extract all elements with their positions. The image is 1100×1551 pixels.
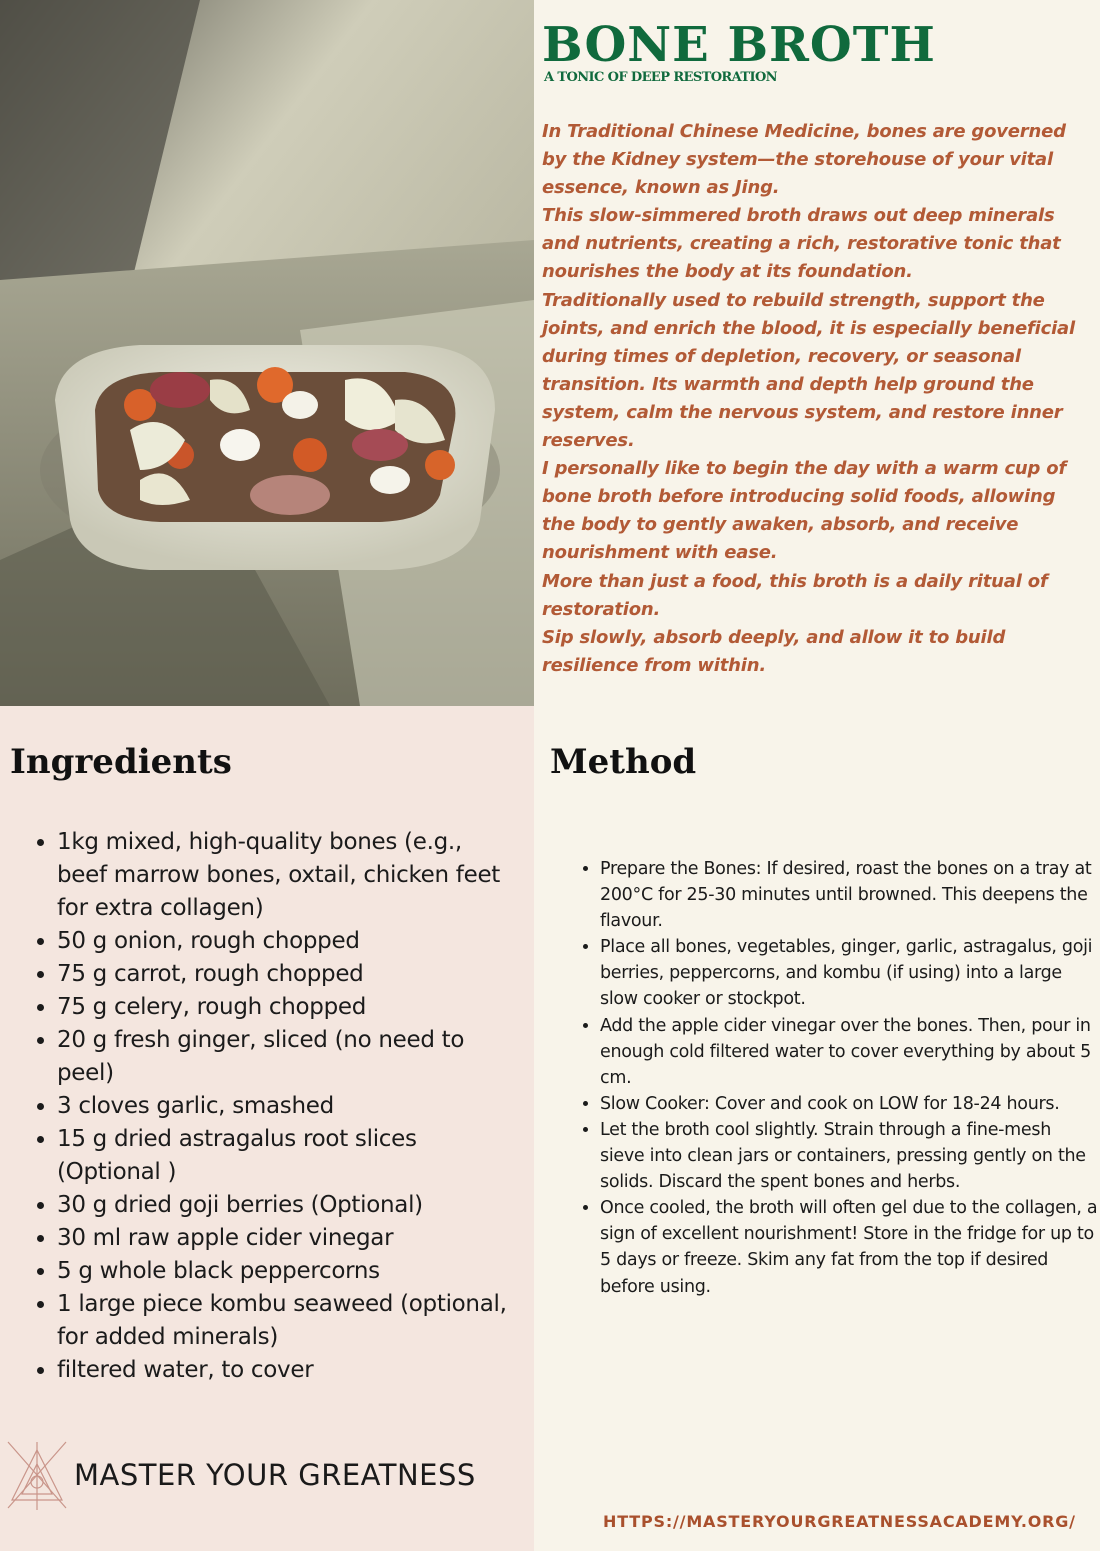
brand-name: MASTER YOUR GREATNESS: [74, 1458, 476, 1492]
method-list: [575, 856, 1100, 1300]
website-url[interactable]: HTTPS://MASTERYOURGREATNESSACADEMY.ORG/: [603, 1512, 1076, 1531]
ingredient-item: • 3 cloves garlic, smashed: [57, 1090, 517, 1123]
ingredient-item: • filtered water, to cover: [57, 1354, 517, 1387]
ingredient-item: • 15 g dried astragalus root slices (Optional ): [57, 1123, 517, 1189]
ingredient-item: • 75 g celery, rough chopped: [57, 991, 517, 1024]
method-step: • Once cooled, the broth will often gel due to the collagen, a sign of excellent nourishment! Store in the fridge for up to 5 days or freeze. Skim any fat from the top if desired before using.: [600, 1195, 1100, 1299]
method-step: • Place all bones, vegetables, ginger, garlic, astragalus, goji berries, peppercorns, and kombu (if using) into a large slow cooker or stockpot.: [600, 934, 1100, 1012]
ingredient-item: • 30 g dried goji berries (Optional): [57, 1189, 517, 1222]
method-heading: Method: [550, 742, 697, 782]
ingredient-item: • 50 g onion, rough chopped: [57, 925, 517, 958]
intro-text: [542, 118, 1082, 680]
method-step: • Prepare the Bones: If desired, roast the bones on a tray at 200°C for 25-30 minutes until browned. This deepens the flavour.: [600, 856, 1100, 934]
ingredient-item: • 30 ml raw apple cider vinegar: [57, 1222, 517, 1255]
intro-paragraph: This slow-simmered broth draws out deep minerals and nutrients, creating a rich, restorative tonic that nourishes the body at its foundation.: [542, 205, 1061, 283]
method-step: • Slow Cooker: Cover and cook on LOW for 18-24 hours.: [600, 1091, 1100, 1117]
method-step: • Add the apple cider vinegar over the bones. Then, pour in enough cold filtered water to cover everything by about 5 cm.: [600, 1013, 1100, 1091]
ingredient-item: • 1 large piece kombu seaweed (optional, for added minerals): [57, 1288, 517, 1354]
ingredient-item: • 5 g whole black peppercorns: [57, 1255, 517, 1288]
ingredient-item: • 75 g carrot, rough chopped: [57, 958, 517, 991]
intro-paragraph: Traditionally used to rebuild strength, support the joints, and enrich the blood, it is especially beneficial during times of depletion, recovery, or seasonal transition. Its warmth and depth help ground the system, calm the nervous system, and restore inner reserves.: [542, 289, 1075, 452]
intro-paragraph: Sip slowly, absorb deeply, and allow it to build resilience from within.: [542, 626, 1006, 676]
brand-logo-icon: [6, 1440, 68, 1512]
page-subtitle: A TONIC OF DEEP RESTORATION: [544, 70, 777, 85]
intro-paragraph: More than just a food, this broth is a daily ritual of restoration.: [542, 570, 1048, 620]
ingredients-heading: Ingredients: [10, 742, 232, 782]
ingredient-item: • 20 g fresh ginger, sliced (no need to peel): [57, 1024, 517, 1090]
method-step: • Let the broth cool slightly. Strain through a fine-mesh sieve into clean jars or containers, pressing gently on the solids. Discard the spent bones and herbs.: [600, 1117, 1100, 1195]
bone-broth-photo: [0, 0, 534, 706]
page-title: BONE BROTH: [542, 17, 936, 73]
intro-paragraph: I personally like to begin the day with a warm cup of bone broth before introducing solid foods, allowing the body to gently awaken, absorb, and receive nourishment with ease.: [542, 458, 1067, 564]
ingredient-item: • 1kg mixed, high-quality bones (e.g., beef marrow bones, oxtail, chicken feet for extra collagen): [57, 826, 517, 925]
ingredients-list: [28, 826, 517, 1387]
intro-paragraph: In Traditional Chinese Medicine, bones are governed by the Kidney system—the storehouse of your vital essence, known as Jing.: [542, 121, 1066, 199]
